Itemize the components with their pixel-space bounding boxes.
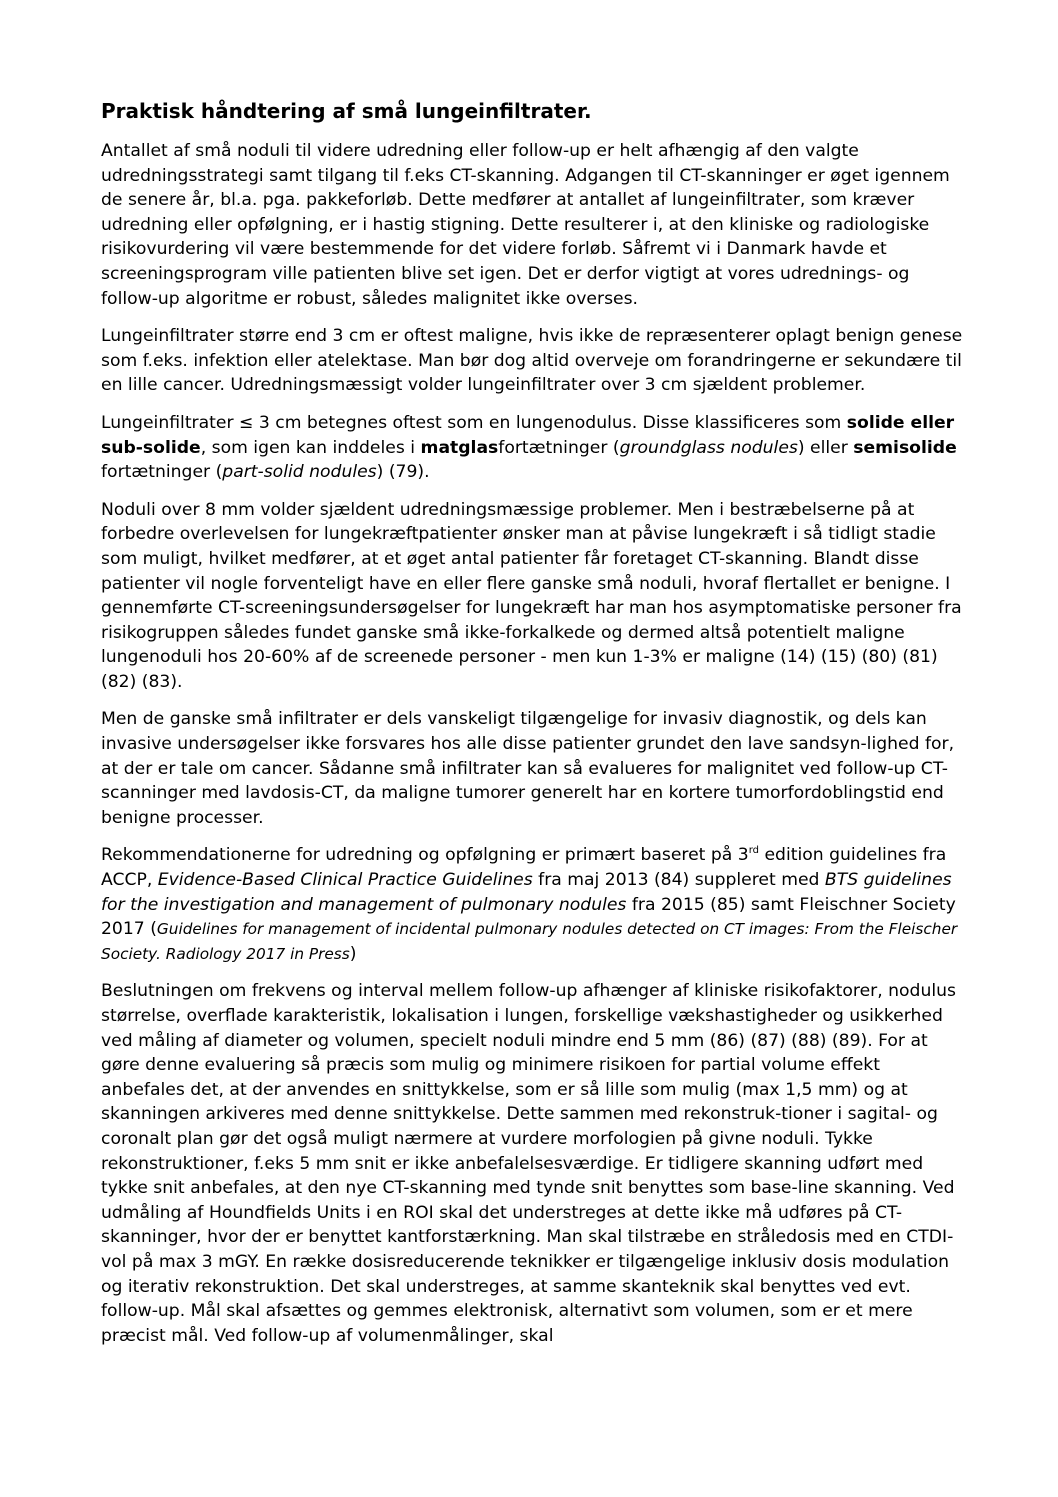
page-title: Praktisk håndtering af små lungeinfiltrater.: [101, 99, 592, 123]
paragraph-intro: Antallet af små noduli til videre udredning eller follow-up er helt afhængig af den valgte udredningsstrategi samt tilgang til f.eks CT-skanning. Adgangen til CT-skanninger er øget igennem de senere år, bl.a. pga. pakkeforløb. Dette medfører at antallet af lungeinfiltrater, som kræver udredning eller opfølgning, er i hastig stigning. Dette resulterer i, at den kliniske og radiologiske risikovurdering vil være bestemmende for det videre forløb. Såfremt vi i Danmark havde et screeningsprogram ville patienten blive set igen. Det er derfor vigtigt at vores udrednings- og follow-up algoritme er robust, således malignitet ikke overses.: [101, 141, 950, 309]
paragraph-large-infiltrates: Lungeinfiltrater større end 3 cm er oftest maligne, hvis ikke de repræsenterer oplagt benign genese som f.eks. infektion eller atelektase. Man bør dog altid overveje om forandringerne er sekundære til en lille cancer. Udredningsmæssigt volder lungeinfiltrater over 3 cm sjældent problemer.: [101, 326, 963, 396]
text-run: fra maj 2013 (84) suppleret med: [532, 870, 825, 891]
paragraph-classification: [101, 411, 969, 485]
document-page: [101, 98, 969, 1361]
text-run: Lungeinfiltrater ≤ 3 cm betegnes oftest som en lungenodulus. Disse klassificeres som: [101, 412, 847, 433]
italic-term-part-solid: part-solid nodules: [222, 462, 377, 483]
superscript-rd: rd: [748, 845, 760, 857]
text-run: edition guidelines fra ACCP,: [101, 845, 947, 891]
text-run: , som igen kan inddeles i: [200, 437, 421, 458]
paragraph-recommendations: [101, 843, 969, 966]
text-run: fortætninger (: [498, 437, 620, 458]
bold-term-matglas: matglas: [420, 437, 499, 458]
paragraph-small-infiltrates: Men de ganske små infiltrater er dels vanskeligt tilgængelige for invasiv diagnostik, og dels kan invasive undersøgelser ikke forsvares hos alle disse patienter grundet den lave sandsyn-lighed for, at der er tale om cancer. Sådanne små infiltrater kan så evalueres for malignitet ved follow-up CT-scanninger med lavdosis-CT, da maligne tumorer generelt har en kortere tumorfordoblingstid end benigne processer.: [101, 709, 955, 828]
text-run: ) (79).: [376, 462, 430, 483]
paragraph-follow-up: Beslutningen om frekvens og interval mellem follow-up afhænger af kliniske risikofaktorer, nodulus størrelse, overflade karakteristik, lokalisation i lungen, forskellige vækshastigheder og usikkerhed ved måling af diameter og volumen, specielt noduli mindre end 5 mm (86) (87) (88) (89). For at gøre denne evaluering så præcis som mulig og minimere risikoen for partial volume effekt anbefales det, at der anvendes en snittykkelse, som er så lille som mulig (max 1,5 mm) og at skanningen arkiveres med denne snittykkelse. Dette sammen med rekonstruk-tioner i sagital- og coronalt plan gør det også muligt nærmere at vurdere morfologien på givne noduli. Tykke rekonstruktioner, f.eks 5 mm snit er ikke anbefalelsesværdige. Er tidligere skanning udført med tykke snit anbefales, at den nye CT-skanning med tynde snit benyttes som base-line skanning. Ved udmåling af Houndfields Units i en ROI skal det understreges at dette ikke må udføres på CT-skanninger, hvor der er benyttet kantforstærkning. Man skal tilstræbe en stråledosis med en CTDI-vol på max 3 mGY. En række dosisreducerende teknikker er tilgængelige inklusiv dosis modulation og iterativ rekonstruktion. Det skal understreges, at samme skanteknik skal benyttes ved evt. follow-up. Mål skal afsættes og gemmes elektronisk, alternativt som volumen, som er et mere præcist mål. Ved follow-up af volumenmålinger, skal: [101, 981, 956, 1346]
italic-title-fleischner: Guidelines for management of incidental pulmonary nodules detected on CT images: From the Fleischer Society. Radiology 2017 in Press: [101, 920, 958, 963]
text-run: fra 2015 (85) samt Fleischner Society 2017 (: [101, 894, 956, 940]
italic-title-accp: Evidence-Based Clinical Practice Guidelines: [157, 870, 533, 891]
italic-term-groundglass: groundglass nodules: [619, 437, 798, 458]
bold-term-semisolid: semisolide: [853, 437, 957, 458]
paragraph-screening: Noduli over 8 mm volder sjældent udredningsmæssige problemer. Men i bestræbelserne på at forbedre overlevelsen for lungekræftpatienter ønsker man at påvise lungekræft i så tidligt stadie som muligt, hvilket medfører, at et øget antal patienter får foretaget CT-skanning. Blandt disse patienter vil nogle forventeligt have en eller flere ganske små noduli, hvoraf flertallet er benigne. I gennemførte CT-screeningsundersøgelser for lungekræft har man hos asymptomatiske personer fra risikogruppen således fundet ganske små ikke-forkalkede og dermed altså potentielt maligne lungenoduli hos 20-60% af de screenede personer - men kun 1-3% er maligne (14) (15) (80) (81) (82) (83).: [101, 499, 962, 692]
italic-title-bts: BTS guidelines for the investigation and management of pulmonary nodules: [101, 870, 952, 915]
bold-term-solid: solide eller sub-solide: [101, 412, 955, 458]
text-run: ) eller: [797, 437, 854, 458]
text-run: Rekommendationerne for udredning og opfølgning er primært baseret på 3: [101, 845, 749, 866]
text-run: ): [349, 943, 357, 964]
text-run: fortætninger (: [101, 462, 223, 483]
